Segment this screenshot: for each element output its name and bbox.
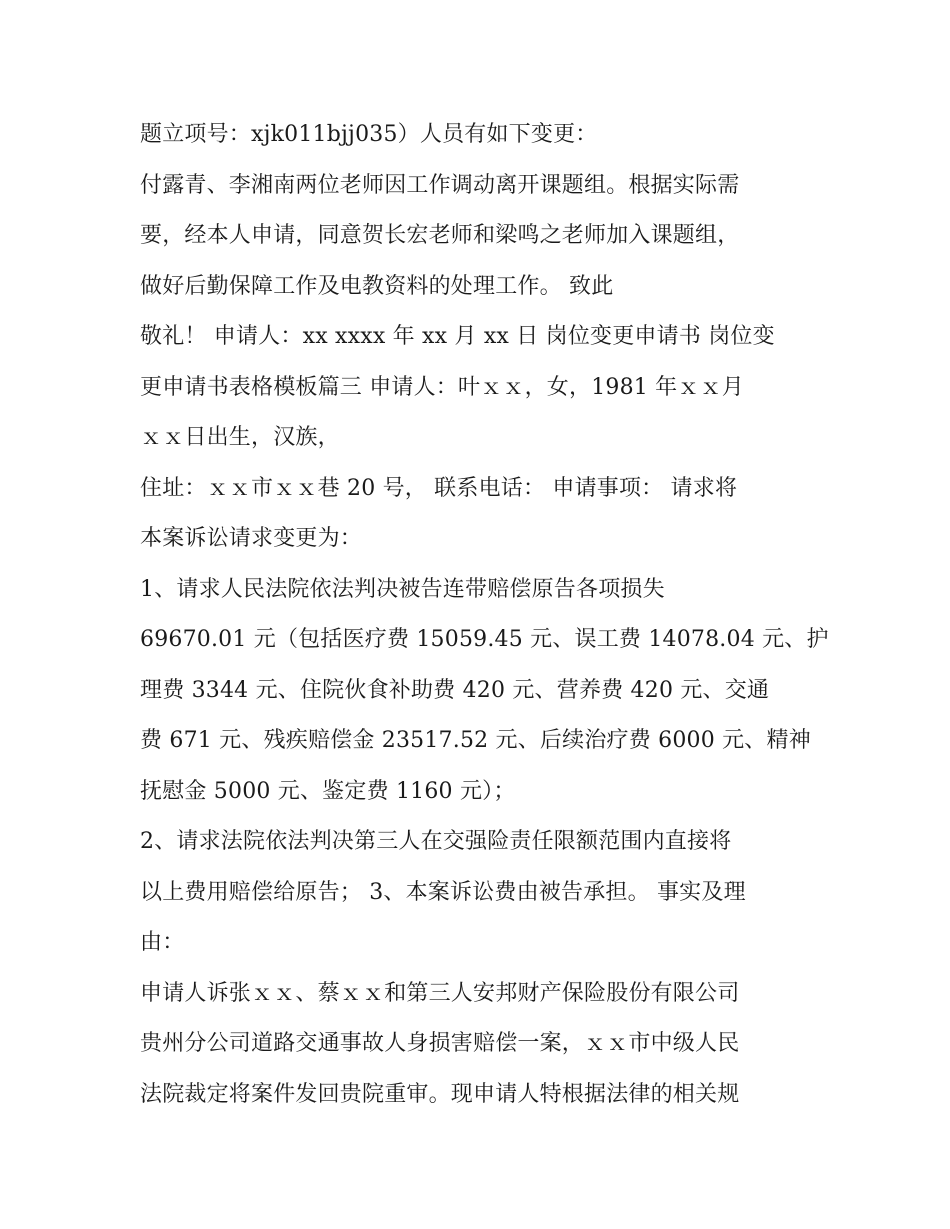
text-line: 贵州分公司道路交通事故人身损害赔偿一案，ｘｘ市中级人民 (140, 1031, 740, 1056)
text-line: 以上费用赔偿给原告； 3、本案诉讼费由被告承担。 事实及理 (140, 879, 746, 905)
text-line: 费 671 元、残疾赔偿金 23517.52 元、后续治疗费 6000 元、精神 (140, 728, 811, 753)
text-line: 抚慰金 5000 元、鉴定费 1160 元）； (140, 778, 516, 804)
text-line: 题立项号：xjk011bjj035）人员有如下变更： (140, 122, 598, 147)
text-line: 本案诉讼请求变更为： (140, 526, 363, 551)
text-line: 申请人诉张ｘｘ、蔡ｘｘ和第三人安邦财产保险股份有限公司 (140, 980, 740, 1006)
document-body (140, 110, 829, 1120)
text-line: 69670.01 元（包括医疗费 15059.45 元、误工费 14078.04 元、护 (140, 627, 829, 652)
text-line: 要，经本人申请，同意贺长宏老师和梁鸣之老师加入课题组， (140, 223, 740, 248)
text-line: 由： (140, 930, 185, 955)
text-line: 敬礼！ 申请人：xx xxxx 年 xx 月 xx 日 岗位变更申请书 岗位变 (140, 324, 775, 349)
text-line: 更申请书表格模板篇三 申请人：叶ｘｘ，女，1981 年ｘｘ月 (140, 374, 744, 400)
text-line: 住址：ｘｘ市ｘｘ巷 20 号， 联系电话： 申请事项： 请求将 (140, 475, 738, 501)
text-line: 做好后勤保障工作及电教资料的处理工作。 致此 (140, 273, 614, 299)
text-line: 付露青、李湘南两位老师因工作调动离开课题组。根据实际需 (140, 172, 740, 198)
text-line: 理费 3344 元、住院伙食补助费 420 元、营养费 420 元、交通 (140, 677, 770, 703)
text-line: 1、请求人民法院依法判决被告连带赔偿原告各项损失 (140, 576, 665, 602)
text-line: ｘｘ日出生，汉族， (140, 425, 340, 450)
text-line: 2、请求法院依法判决第三人在交强险责任限额范围内直接将 (140, 829, 732, 854)
text-line: 法院裁定将案件发回贵院重审。现申请人特根据法律的相关规 (140, 1081, 740, 1107)
